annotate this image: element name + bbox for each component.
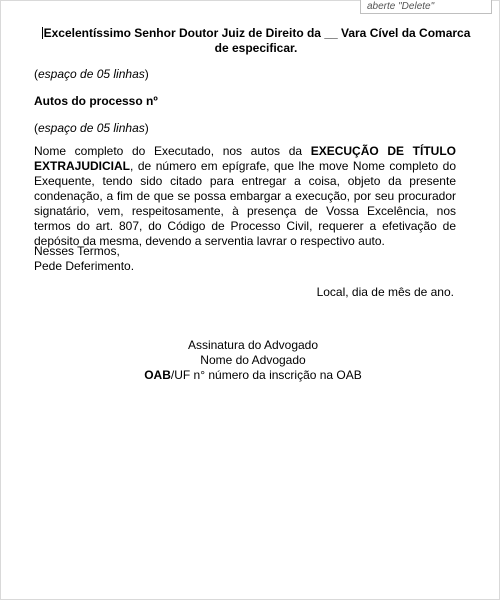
signature-line-3 [60,368,446,383]
process-number-label: Autos do processo nº [34,94,158,108]
body-part-1: Nome completo do Executado, nos autos da [34,144,311,158]
body-part-2: , de número em epígrafe, que lhe move Nome completo do Exequente, tendo sido citado para entregar a coisa, objeto da presente condenação, a fim de que se possa embargar a execução, por seu procurador signatário, vem, respeitosamente, à presença de Vossa Excelência, nos termos do art. 807, do Código de Processo Civil, requerer a efetivação de depósito da mesma, devendo a serventia lavrar o respectivo auto. [34,159,456,248]
petition-body [34,144,456,249]
signature-line-1: Assinatura do Advogado [187,338,319,352]
signature-block [60,338,446,383]
place-date-line: Local, dia de mês de ano. [316,285,454,299]
spacer-note-1: (espaço de 05 linhas) [34,67,149,81]
document-heading [36,26,476,56]
deleted-comment-note: aberte "Delete" [360,0,492,14]
heading-line-1 [36,26,476,41]
closing-line-1: Nesses Termos, [34,244,120,258]
oab-details: /UF n° número da inscrição na OAB [170,368,362,382]
heading-line-2: de especificar. [214,41,298,55]
signature-line-2: Nome do Advogado [200,353,306,367]
heading-line-1-text: Excelentíssimo Senhor Doutor Juiz de Direito da __ Vara Cível da Comarca [43,26,471,40]
body-highlight: EXECUÇÃO DE TÍTULO EXTRAJUDICIAL [34,144,457,173]
spacer-note-2-text: espaço de 05 linhas [38,121,145,135]
closing-line-2: Pede Deferimento. [34,259,135,273]
spacer-note-2: (espaço de 05 linhas) [34,121,149,135]
oab-label: OAB [144,368,171,382]
text-cursor [42,27,43,39]
spacer-note-1-text: espaço de 05 linhas [38,67,145,81]
closing-formula [34,244,456,274]
